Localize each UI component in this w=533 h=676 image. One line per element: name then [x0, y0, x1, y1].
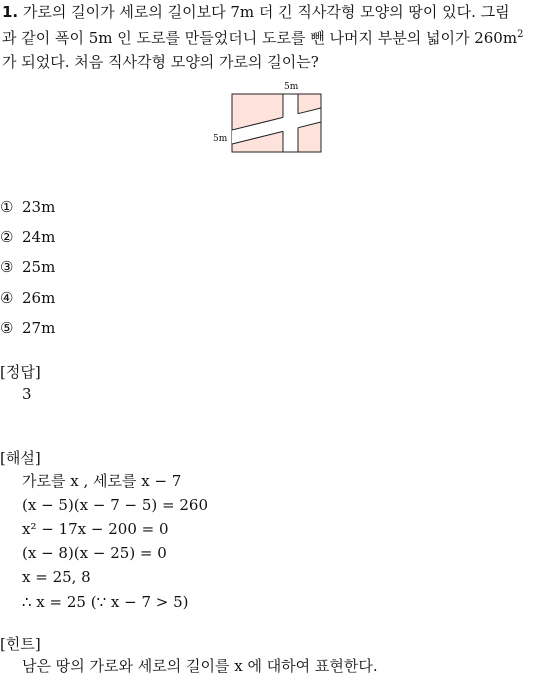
solution-line-1: 가로를 x , 세로를 x − 7 — [22, 472, 182, 490]
road-diagram — [210, 78, 325, 156]
solution-line-3: x² − 17x − 200 = 0 — [22, 520, 169, 538]
choice-2-mark: ② — [0, 228, 14, 246]
question-line-3 — [2, 50, 319, 74]
solution-header: [해설] — [0, 449, 41, 467]
hint-header: [힌트] — [0, 635, 41, 653]
superscript-2: 2 — [517, 29, 524, 40]
choice-5-mark: ⑤ — [0, 319, 14, 337]
choice-4-mark: ④ — [0, 289, 14, 307]
choice-4-text: 26m — [22, 289, 56, 307]
choice-1[interactable] — [0, 197, 55, 217]
choice-3[interactable] — [0, 257, 55, 277]
solution-line-6: ∴ x = 25 (∵ x − 7 > 5) — [22, 593, 189, 611]
question-line-1 — [2, 0, 510, 24]
choice-5-text: 27m — [22, 319, 56, 337]
choice-5[interactable] — [0, 318, 55, 338]
solution-line-5: x = 25, 8 — [22, 568, 91, 586]
label-left-5m: 5m — [213, 134, 228, 144]
choice-1-mark: ① — [0, 198, 14, 216]
answer-value: 3 — [22, 385, 32, 403]
choice-2[interactable] — [0, 227, 55, 247]
question-text-2: 과 같이 폭이 5m 인 도로를 만들었더니 도로를 뺀 나머지 부분의 넓이가 260m — [2, 29, 518, 47]
question-text-3: 가 되었다. 처음 직사각형 모양의 가로의 길이는? — [2, 53, 319, 71]
choice-3-text: 25m — [22, 258, 56, 276]
choice-3-mark: ③ — [0, 258, 14, 276]
solution-line-2: (x − 5)(x − 7 − 5) = 260 — [22, 496, 209, 514]
question-number: 1. — [2, 3, 19, 21]
hint-text: 남은 땅의 가로와 세로의 길이를 x 에 대하여 표현한다. — [22, 657, 378, 675]
choice-2-text: 24m — [22, 228, 56, 246]
label-top-5m: 5m — [284, 82, 299, 92]
question-line-2 — [2, 26, 523, 50]
question-text-1: 가로의 길이가 세로의 길이보다 7m 더 긴 직사각형 모양의 땅이 있다. 그림 — [22, 3, 510, 21]
solution-line-4: (x − 8)(x − 25) = 0 — [22, 544, 167, 562]
answer-header: [정답] — [0, 363, 41, 381]
choice-1-text: 23m — [22, 198, 56, 216]
choice-4[interactable] — [0, 288, 55, 308]
